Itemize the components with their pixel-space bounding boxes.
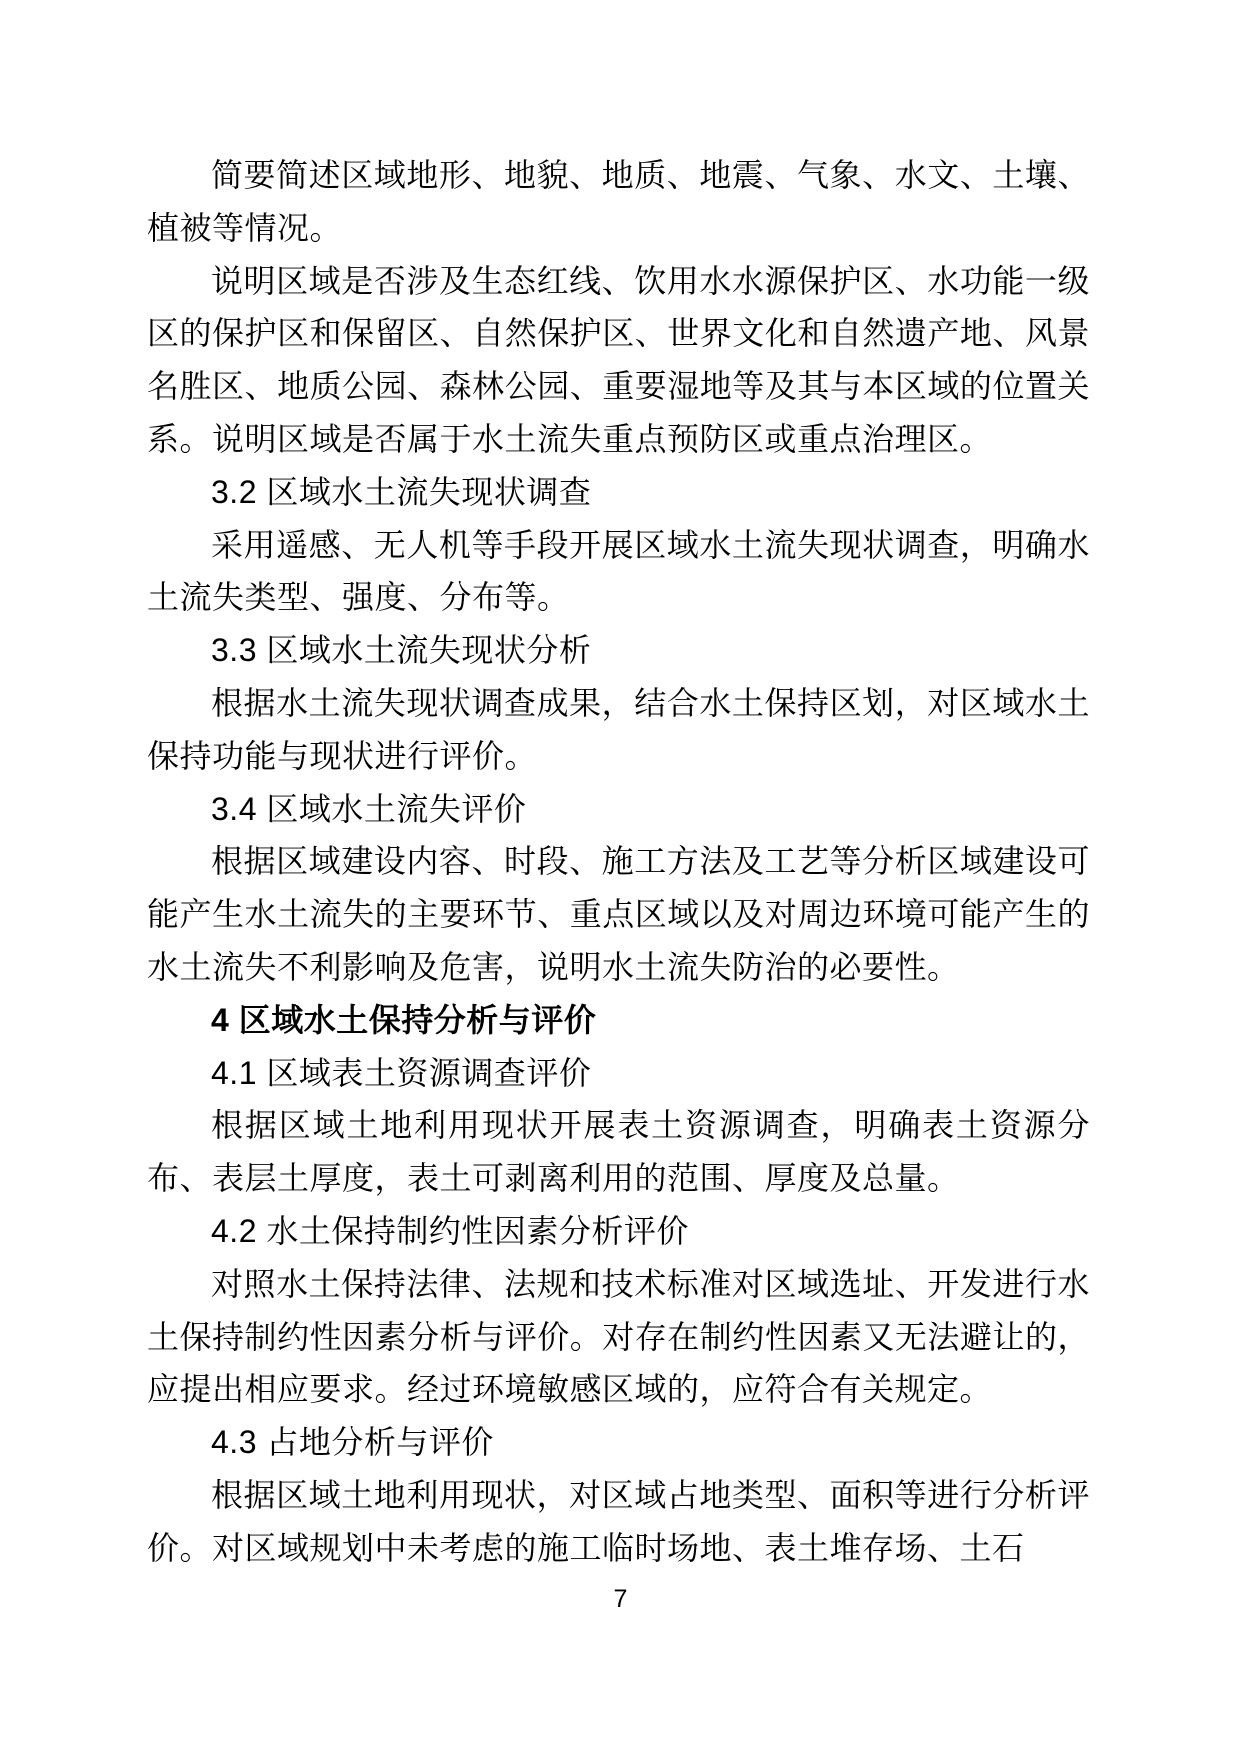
- paragraph: 根据区域土地利用现状，对区域占地类型、面积等进行分析评价。对区域规划中未考虑的施工临时场地、表土堆存场、土石: [147, 1476, 1090, 1566]
- paragraph: 对照水土保持法律、法规和技术标准对区域选址、开发进行水土保持制约性因素分析与评价。对存在制约性因素又无法避让的，应提出相应要求。经过环境敏感区域的，应符合有关规定。: [147, 1265, 1090, 1408]
- section-heading-3-4: 3.4 区域水土流失评价: [211, 790, 527, 827]
- paragraph: 根据区域建设内容、时段、施工方法及工艺等分析区域建设可能产生水土流失的主要环节、重点区域以及对周边环境可能产生的水土流失不利影响及危害，说明水土流失防治的必要性。: [147, 843, 1090, 985]
- section-heading-4-1: 4.1 区域表土资源调查评价: [211, 1054, 592, 1091]
- section-heading-4-3: 4.3 占地分析与评价: [211, 1424, 494, 1461]
- section-heading-4-2: 4.2 水土保持制约性因素分析评价: [211, 1212, 689, 1249]
- document-body: [147, 149, 1090, 1575]
- paragraph: 根据区域土地利用现状开展表土资源调查，明确表土资源分布、表层土厚度，表土可剥离利用的范围、厚度及总量。: [147, 1107, 1090, 1197]
- page-number: 7: [613, 1585, 628, 1613]
- paragraph: 采用遥感、无人机等手段开展区域水土流失现状调查，明确水土流失类型、强度、分布等。: [147, 526, 1090, 616]
- section-heading-3-2: 3.2 区域水土流失现状调查: [211, 473, 592, 510]
- paragraph: 简要简述区域地形、地貌、地质、地震、气象、水文、土壤、植被等情况。: [147, 157, 1090, 246]
- chapter-heading-4: 4 区域水土保持分析与评价: [211, 1001, 597, 1038]
- section-heading-3-3: 3.3 区域水土流失现状分析: [211, 632, 592, 669]
- paragraph: 根据水土流失现状调查成果，结合水土保持区划，对区域水土保持功能与现状进行评价。: [147, 684, 1090, 774]
- paragraph: 说明区域是否涉及生态红线、饮用水水源保护区、水功能一级区的保护区和保留区、自然保护区、世界文化和自然遗产地、风景名胜区、地质公园、森林公园、重要湿地等及其与本区域的位置关系。说明区域是否属于水土流失重点预防区或重点治理区。: [147, 262, 1090, 457]
